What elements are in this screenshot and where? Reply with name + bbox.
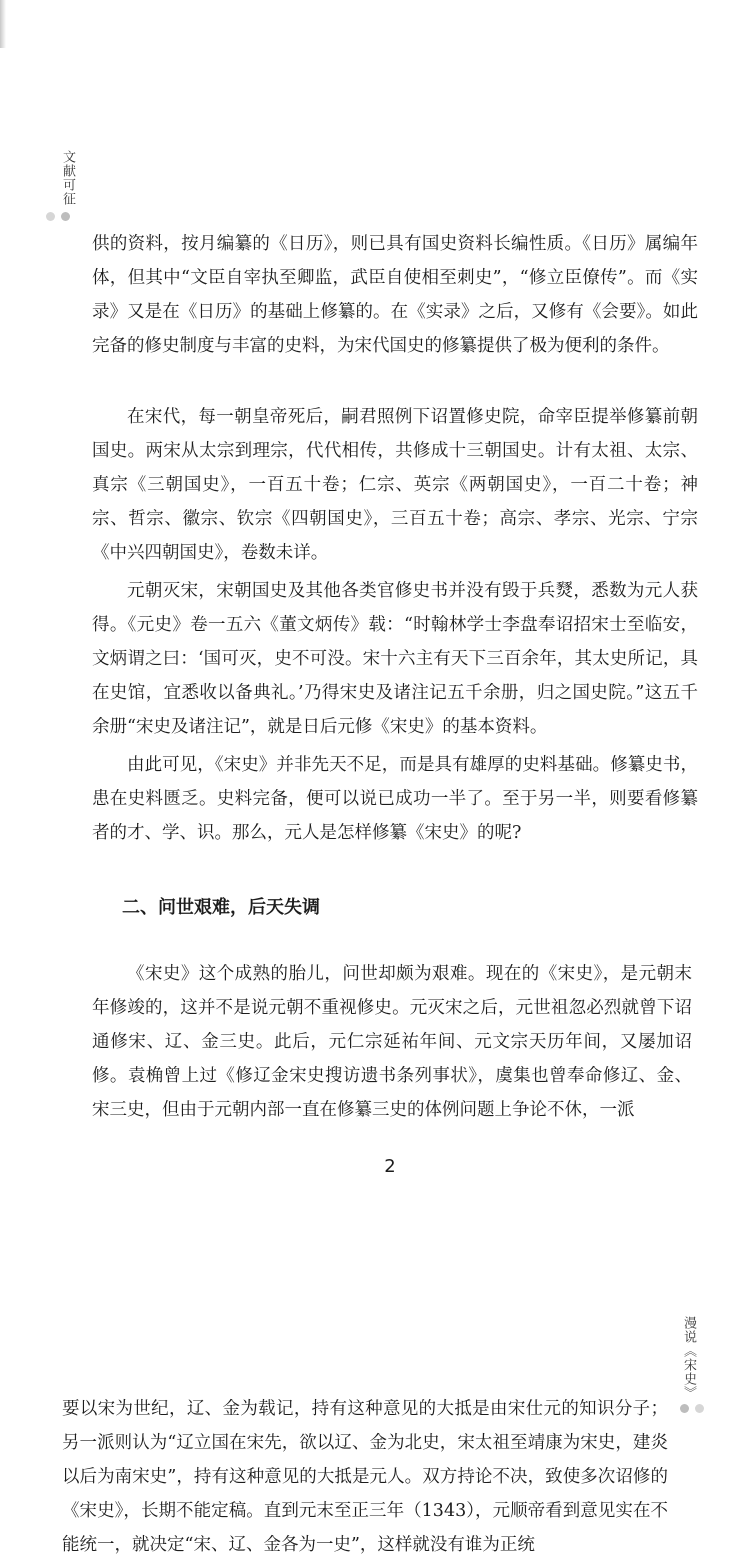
paragraph-3: 元朝灭宋，宋朝国史及其他各类官修史书并没有毁于兵燹，悉数为元人获得。《元史》卷一五六《董文炳传》载：“时翰林学士李盘奉诏招宋士至临安，文炳谓之曰：‘国可灭，史不可没。宋十六主有天下三百余年，其太史所记，具在史馆，宜悉收以备典礼。’乃得宋史及诸注记五千余册，归之国史院。”这五千余册“宋史及诸注记”，就是日后元修《宋史》的基本资料。 <box>92 581 698 737</box>
page-number: 2 <box>384 1156 396 1177</box>
paragraph-2: 在宋代，每一朝皇帝死后，嗣君照例下诏置修史院，命宰臣提举修纂前朝国史。两宋从太宗到理宗，代代相传，共修成十三朝国史。计有太祖、太宗、真宗《三朝国史》，一百五十卷；仁宗、英宗《两朝国史》，一百二十卷；神宗、哲宗、徽宗、钦宗《四朝国史》，三百五十卷；高宗、孝宗、光宗、宁宗《中兴四朝国史》，卷数未详。 <box>92 407 698 563</box>
paragraph-1: 供的资料，按月编纂的《日历》，则已具有国史资料长编性质。《日历》属编年体，但其中“文臣自宰执至卿监，武臣自使相至刺史”，“修立臣僚传”。而《实录》又是在《日历》的基础上修纂的。在《实录》之后，又修有《会要》。如此完备的修史制度与丰富的史料，为宋代国史的修纂提供了极为便利的条件。 <box>92 234 698 356</box>
header-dots-page2 <box>680 1404 704 1413</box>
decorative-dot-icon <box>61 212 70 221</box>
decorative-dot-icon <box>46 212 55 221</box>
section-heading: 二、问世艰难，后天失调 <box>122 897 320 918</box>
decorative-dot-icon <box>680 1404 689 1413</box>
running-header-vertical-page2: 漫说《宋史》 <box>681 1316 696 1400</box>
paragraph-4: 由此可见，《宋史》并非先天不足，而是具有雄厚的史料基础。修纂史书，患在史料匮乏。史料完备，便可以说已成功一半了。至于另一半，则要看修纂者的才、学、识。那么，元人是怎样修纂《宋史》的呢? <box>92 755 698 843</box>
paragraph-5: 《宋史》这个成熟的胎儿，问世却颇为艰难。现在的《宋史》，是元朝末年修竣的，这并不是说元朝不重视修史。元灭宋之后，元世祖忽必烈就曾下诏通修宋、辽、金三史。此后，元仁宗延祐年间、元文宗天历年间，又屡加诏修。袁桷曾上过《修辽金宋史搜访遗书条列事状》，虞集也曾奉命修辽、金、宋三史，但由于元朝内部一直在修纂三史的体例问题上争论不休，一派 <box>92 964 692 1120</box>
header-dots <box>46 212 70 221</box>
paragraph-page2: 要以宋为世纪，辽、金为载记，持有这种意见的大抵是由宋仕元的知识分子；另一派则认为“辽立国在宋先，欲以辽、金为北史，宋太祖至靖康为宋史，建炎以后为南宋史”，持有这种意见的大抵是元人。双方持论不决，致使多次诏修的《宋史》，长期不能定稿。直到元末至正三年（1343），元顺帝看到意见实在不能统一，就决定“宋、辽、金各为一史”，这样就没有谁为正统 <box>62 1399 668 1555</box>
decorative-dot-icon <box>695 1404 704 1413</box>
running-header-vertical: 文献可征 <box>60 150 75 206</box>
page-edge-shadow <box>0 0 6 48</box>
